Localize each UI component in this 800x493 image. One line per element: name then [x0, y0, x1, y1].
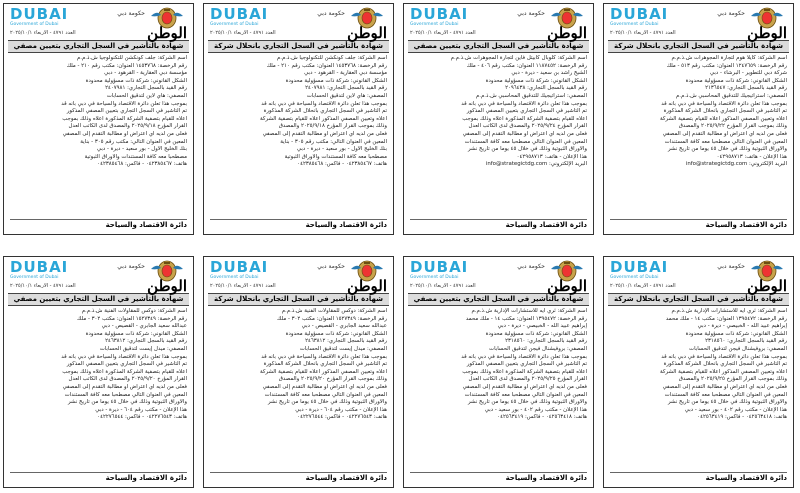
issue-line: العدد ٤٧٩١ - الاربعاء ٢٠٢٥/١٠/١: [210, 283, 276, 289]
notice-line: وذلك بموجب القرار المؤرخ ٢٠٢٥/٩/٢٥ والمصدق: [678, 376, 787, 383]
notice-line: هذا الإعلان - هاتف: ٠٤٢٩٥٨٧١٣: [716, 153, 787, 160]
notice-line: رقم الرخصة: ١٤٥٣٧٦٨ العنوان: مكتب رقم ٢١٠ - ملك: [266, 62, 387, 69]
notice-line: البريد الإلكتروني: info@strategictdg.com: [685, 161, 787, 168]
notice-line: اسم الشركة: جلف كونكشن للتكنولوجيا ش.ذ.م.م: [276, 55, 387, 61]
notice-body: [204, 306, 393, 422]
notice-line: اسم الشركة: كايلا هوم لتجارة المجوهرات ش.ذ.م.م: [671, 55, 787, 61]
notice-footer: دائرة الاقتصاد والسياحة: [610, 219, 787, 230]
notice-body: [404, 306, 593, 422]
notice-line: الشكل القانوني: شركة ذات مسؤولية محدودة: [485, 77, 587, 84]
notice-line: تم التأشير في السجل التجاري بانحلال الشركة المذكورة: [663, 108, 787, 115]
dubai-logo: DUBAI Government of Dubai: [210, 258, 269, 280]
issue-line: العدد ٤٧٩١ - الاربعاء ٢٠٢٥/١٠/١: [10, 283, 76, 289]
notice-line: الشكل القانوني: شركة ذات مسؤولية محدودة: [685, 330, 787, 337]
notice-title: شهادة بالتأشير في السجل التجاري بانحلال شركة: [608, 40, 789, 53]
issue-line: العدد ٤٧٩١ - الاربعاء ٢٠٢٥/١٠/١: [210, 30, 276, 36]
notice-line: والأوراق الثبوتية وذلك في خلال ٤٥ يوماً من تاريخ نشر: [67, 399, 187, 406]
notice-line: هاتف: ٠٤٢٣٨٥٤٦٧ - فاكس: ٠٤٢٣٨٥٤٦٨: [97, 161, 187, 168]
notice-card: [203, 3, 394, 235]
dubai-logo: DUBAI Government of Dubai: [410, 258, 469, 280]
notice-line: رقم الرخصة: ١٤٥٣٧٦٨ العنوان: مكتب رقم ٢١٠ - ملك: [66, 62, 187, 69]
notice-line: المصفي: بروفيشنال فيجن لتدقيق الحسابات: [689, 345, 787, 352]
newspaper-name: الوطن: [147, 277, 187, 295]
notice-line: بموجب هذا تعلن دائرة الاقتصاد والسياحة في دبي بأنه قد: [61, 100, 187, 107]
notice-header: [404, 257, 593, 293]
newspaper-name: الوطن: [547, 24, 587, 42]
notice-line: إبراهيم عبيد الله - الخبيصي - ديرة - دبي: [697, 323, 787, 330]
notice-line: هاتف: ٠٤٢٥٦٣٤١٨ - فاكس: ٠٤٢٥٦٣٤١٩: [497, 414, 587, 421]
notice-line: المعين في العنوان التالي مصطحباً معه كافة المستندات: [64, 391, 187, 398]
issue-line: العدد ٤٧٩١ - الاربعاء ٢٠٢٥/١٠/١: [10, 30, 76, 36]
notice-line: والأوراق الثبوتية وذلك في خلال ٤٥ يوماً من تاريخ نشر: [467, 399, 587, 406]
notice-line: تم التأشير في السجل التجاري بتعيين المصفي المذكور: [66, 108, 187, 115]
notice-line: أعلاه وتعيين المصفي المذكور أعلاه للقيام بتصفية الشركة: [260, 368, 387, 375]
notice-line: رقم القيد بالسجل التجاري: ٢٤٦٣٨١٢: [105, 338, 187, 345]
notice-body: [204, 53, 393, 169]
notice-line: الشكل القانوني: شركة ذات مسؤولية محدودة: [685, 77, 787, 84]
notice-line: رقم القيد بالسجل التجاري: ٢٠٩٦٤٣٨: [505, 85, 587, 92]
notice-line: فعلى من لديه أي اعتراض أو مطالبة التقدم إلى المصفي: [662, 130, 787, 137]
notice-card: [3, 256, 194, 488]
dubai-logo: DUBAI Government of Dubai: [610, 258, 669, 280]
dubai-logo: DUBAI Government of Dubai: [610, 5, 669, 27]
notice-line: الشكل القانوني: شركة ذات مسؤولية محدودة: [485, 330, 587, 337]
notice-title: شهادة بالتأشير في السجل التجاري بتعيين مصفي: [408, 293, 589, 306]
notice-header: [404, 4, 593, 40]
dubai-logo: DUBAI Government of Dubai: [10, 258, 69, 280]
issue-line: العدد ٤٧٩١ - الاربعاء ٢٠٢٥/١٠/١: [410, 30, 476, 36]
notice-line: بموجب هذا تعلن دائرة الاقتصاد والسياحة في دبي بأنه قد: [661, 100, 787, 107]
notice-title: شهادة بالتأشير في السجل التجاري بانحلال شركة: [208, 293, 389, 306]
notice-line: المعين في العنوان التالي مصطحباً معه كافة المستندات: [464, 391, 587, 398]
emblem-text: حكومة دبي: [717, 10, 745, 17]
notice-line: المعين في العنوان التالي مصطحباً معه كافة المستندات: [264, 391, 387, 398]
notice-card: [403, 256, 594, 488]
notice-line: هاتف: ٠٤٢٥٦٣٤١٨ - فاكس: ٠٤٢٥٦٣٤١٩: [697, 414, 787, 421]
notice-line: اسم الشركة: جلف كونكشن للتكنولوجيا ش.ذ.م.م: [76, 55, 187, 61]
notice-line: اسم الشركة: ثري ايه للاستشارات الإدارية ش.ذ.م.م: [471, 308, 587, 314]
notice-line: رقم الرخصة: ١٢٤٧٦٥٩ العنوان: مكتب رقم ٥١٣ - ملك: [666, 62, 787, 69]
notice-line: تم التأشير في السجل التجاري بانحلال الشركة المذكورة: [263, 361, 387, 368]
notice-line: هذا الإعلان - هاتف: ٠٤٢٩٥٨٧١٣: [516, 153, 587, 160]
notice-line: هذا الإعلان - مكتب رقم ٦٠٤ - ديرة - دبي: [295, 406, 387, 413]
notice-line: رقم القيد بالسجل التجاري: ٢٣١٨٥٦٠: [505, 338, 587, 345]
issue-line: العدد ٤٧٩١ - الاربعاء ٢٠٢٥/١٠/١: [610, 283, 676, 289]
notice-line: رقم القيد بالسجل التجاري: ٢٤٦٣٨١٢: [305, 338, 387, 345]
emblem-text: حكومة دبي: [317, 263, 345, 270]
notice-line: مصطحباً معه كافة المستندات والأوراق الثبوتية: [84, 153, 187, 160]
notice-line: المصفي: ميدل إيست لتدقيق الحسابات: [299, 345, 387, 352]
notice-body: [604, 306, 793, 422]
dubai-logo: DUBAI Government of Dubai: [210, 5, 269, 27]
notice-card: [3, 3, 194, 235]
notice-title: شهادة بالتأشير في السجل التجاري بتعيين مصفي: [8, 40, 189, 53]
notice-card: [603, 256, 794, 488]
notice-line: رقم القيد بالسجل التجاري: ٢٣١٨٥٦٠: [705, 338, 787, 345]
notice-body: [604, 53, 793, 169]
notice-line: القرار المؤرخ ٢٠٢٥/٩/١٨ والمصدق لدى الكاتب العدل: [68, 123, 187, 130]
notice-body: [4, 53, 193, 169]
notice-footer: دائرة الاقتصاد والسياحة: [10, 472, 187, 483]
notice-line: المعين في العنوان التالي مصطحباً معه كافة المستندات: [664, 391, 787, 398]
notice-line: رقم الرخصة: ١٥٢٧٣٤٩ العنوان: مكتب ٣٠٢ - ملك: [77, 315, 187, 322]
notice-header: [604, 257, 793, 293]
notice-line: رقم القيد بالسجل التجاري: ٢٤٠٧٩٨١: [105, 85, 187, 92]
notice-line: القرار المؤرخ ٢٠٢٥/٩/٢٥ والمصدق لدى الكاتب العدل: [468, 376, 587, 383]
notice-line: الشكل القانوني: شركة ذات مسؤولية محدودة: [285, 77, 387, 84]
notice-title: شهادة بالتأشير في السجل التجاري بانحلال شركة: [608, 293, 789, 306]
notice-card: [603, 3, 794, 235]
notice-line: مؤسسة دبي العقارية - القرهود - دبي: [304, 70, 387, 77]
notice-line: تم التأشير في السجل التجاري بتعيين المصفي المذكور: [466, 361, 587, 368]
notice-line: تم التأشير في السجل التجاري بتعيين المصفي المذكور: [466, 108, 587, 115]
notice-line: المعين في العنوان التالي مصطحباً معه كافة المستندات: [464, 138, 587, 145]
notice-line: المصفي: بروفيشنال فيجن لتدقيق الحسابات: [489, 345, 587, 352]
notice-line: هاتف: ٠٤٢٢٧٦٥٤٣ - فاكس: ٠٤٢٢٧٦٥٤٤: [297, 414, 387, 421]
notice-line: المعين في العنوان التالي: مكتب رقم ٣٠٥ - بناية: [280, 138, 387, 145]
notice-line: إبراهيم عبيد الله - الخبيصي - ديرة - دبي: [497, 323, 587, 330]
notice-line: المصفي: استراتيجيك للتدقيق المحاسبي ش.ذ.م.م: [675, 92, 787, 99]
notice-line: وذلك بموجب القرار المؤرخ ٢٠٢٥/٩/٢٠ والمصدق: [278, 376, 387, 383]
notice-line: رقم الرخصة: ١٣٩٥٤٧٢ العنوان: مكتب ١٤ - ملك محمد: [465, 315, 587, 322]
notice-header: [604, 4, 793, 40]
notice-line: وذلك بموجب القرار المؤرخ ٢٠٢٥/٩/١٨ والمصدق: [278, 123, 387, 130]
notice-header: [204, 4, 393, 40]
notice-body: [4, 306, 193, 422]
notice-line: والأوراق الثبوتية وذلك في خلال ٤٥ يوماً من تاريخ نشر: [467, 146, 587, 153]
notice-line: القرار المؤرخ ٢٠٢٥/٩/٢٠ والمصدق لدى الكاتب العدل: [68, 376, 187, 383]
notice-line: شركة دبي للتطوير - البرشاء - دبي: [709, 70, 787, 77]
emblem-text: حكومة دبي: [517, 10, 545, 17]
notice-header: [4, 4, 193, 40]
newspaper-name: الوطن: [747, 24, 787, 42]
newspaper-name: الوطن: [347, 24, 387, 42]
issue-line: العدد ٤٧٩١ - الاربعاء ٢٠٢٥/١٠/١: [410, 283, 476, 289]
notice-line: تم التأشير في السجل التجاري بانحلال الشركة المذكورة: [263, 108, 387, 115]
notice-header: [4, 257, 193, 293]
notice-line: عبدالله سعيد الجابري - القصيص - دبي: [101, 323, 187, 330]
notice-line: بنك الخليج الأول - بور سعيد - ديرة - دبي: [296, 146, 387, 153]
notice-header: [204, 257, 393, 293]
notice-line: الشكل القانوني: شركة ذات مسؤولية محدودة: [285, 330, 387, 337]
notice-line: هاتف: ٠٤٢٣٨٥٤٦٧ - فاكس: ٠٤٢٣٨٥٤٦٨: [297, 161, 387, 168]
emblem-text: حكومة دبي: [717, 263, 745, 270]
newspaper-name: الوطن: [147, 24, 187, 42]
notice-line: تم التأشير في السجل التجاري بتعيين المصفي المذكور: [66, 361, 187, 368]
notice-footer: دائرة الاقتصاد والسياحة: [410, 219, 587, 230]
notice-line: بموجب هذا تعلن دائرة الاقتصاد والسياحة في دبي بأنه قد: [461, 100, 587, 107]
notice-line: والأوراق الثبوتية وذلك في خلال ٤٥ يوماً من تاريخ نشر: [267, 399, 387, 406]
notice-line: مؤسسة دبي العقارية - القرهود - دبي: [104, 70, 187, 77]
notice-line: أعلاه وتعيين المصفي المذكور أعلاه للقيام بتصفية الشركة: [660, 115, 787, 122]
notice-line: الشكل القانوني: شركة ذات مسؤولية محدودة: [85, 330, 187, 337]
notice-line: اسم الشركة: كلوبال كابيتل فاين لتجارة المجوهرات ش.ذ.م.م: [450, 55, 587, 61]
notice-line: بموجب هذا تعلن دائرة الاقتصاد والسياحة في دبي بأنه قد: [261, 353, 387, 360]
notice-line: المصفي: ميدل إيست لتدقيق الحسابات: [99, 345, 187, 352]
notice-footer: دائرة الاقتصاد والسياحة: [610, 472, 787, 483]
notice-line: فعلى من لديه أي اعتراض أو مطالبة التقدم إلى المصفي: [662, 383, 787, 390]
notice-line: هذا الإعلان - مكتب رقم ٦٠٤ - ديرة - دبي: [95, 406, 187, 413]
notice-line: أعلاه وتعيين المصفي المذكور أعلاه للقيام بتصفية الشركة: [260, 115, 387, 122]
notice-footer: دائرة الاقتصاد والسياحة: [10, 219, 187, 230]
notice-footer: دائرة الاقتصاد والسياحة: [210, 219, 387, 230]
emblem-text: حكومة دبي: [517, 263, 545, 270]
emblem-text: حكومة دبي: [317, 10, 345, 17]
notice-line: فعلى من لديه أي اعتراض أو مطالبة التقدم إلى المصفي: [462, 130, 587, 137]
newspaper-name: الوطن: [347, 277, 387, 295]
notice-line: رقم الرخصة: ١١٨٧٤٥٢ العنوان: مكتب رقم ٤٠٦ - ملك: [466, 62, 587, 69]
notice-footer: دائرة الاقتصاد والسياحة: [410, 472, 587, 483]
notice-line: اسم الشركة: دوكس للمقاولات الفنية ش.ذ.م.م: [281, 308, 387, 314]
notice-line: المصفي: هاي لاين لتدقيق الحسابات: [106, 92, 187, 99]
newspaper-name: الوطن: [547, 277, 587, 295]
notice-line: اسم الشركة: ثري ايه للاستشارات الإدارية ش.ذ.م.م: [671, 308, 787, 314]
notice-line: اسم الشركة: دوكس للمقاولات الفنية ش.ذ.م.م: [81, 308, 187, 314]
notice-title: شهادة بالتأشير في السجل التجاري بانحلال شركة: [208, 40, 389, 53]
dubai-logo: DUBAI Government of Dubai: [410, 5, 469, 27]
notice-card: [203, 256, 394, 488]
notice-title: شهادة بالتأشير في السجل التجاري بتعيين مصفي: [408, 40, 589, 53]
notice-line: أعلاه للقيام بتصفية الشركة المذكورة أعلاه وذلك بموجب: [62, 115, 187, 122]
dubai-logo: DUBAI Government of Dubai: [10, 5, 69, 27]
notice-line: والأوراق الثبوتية وذلك في خلال ٤٥ يوماً من تاريخ نشر: [667, 146, 787, 153]
notice-line: رقم الرخصة: ١٥٢٧٣٤٩ العنوان: مكتب ٣٠٢ - ملك: [277, 315, 387, 322]
notice-line: أعلاه للقيام بتصفية الشركة المذكورة أعلاه وذلك بموجب: [62, 368, 187, 375]
notice-line: بموجب هذا تعلن دائرة الاقتصاد والسياحة في دبي بأنه قد: [61, 353, 187, 360]
notice-line: هاتف: ٠٤٢٢٧٦٥٤٣ - فاكس: ٠٤٢٢٧٦٥٤٤: [97, 414, 187, 421]
notice-line: المصفي: هاي لاين لتدقيق الحسابات: [306, 92, 387, 99]
notice-line: المعين في العنوان التالي: مكتب رقم ٣٠٥ - بناية: [80, 138, 187, 145]
notice-line: فعلى من لديه أي اعتراض أو مطالبة التقدم إلى المصفي: [62, 130, 187, 137]
emblem-text: حكومة دبي: [117, 10, 145, 17]
issue-line: العدد ٤٧٩١ - الاربعاء ٢٠٢٥/١٠/١: [610, 30, 676, 36]
notice-card: [403, 3, 594, 235]
notice-line: المعين في العنوان التالي مصطحباً معه كافة المستندات: [664, 138, 787, 145]
notice-line: فعلى من لديه أي اعتراض أو مطالبة التقدم إلى المصفي: [262, 130, 387, 137]
notice-line: والأوراق الثبوتية وذلك في خلال ٤٥ يوماً من تاريخ نشر: [667, 399, 787, 406]
notice-line: البريد الإلكتروني: info@strategictdg.com: [485, 161, 587, 168]
newspaper-name: الوطن: [747, 277, 787, 295]
notice-line: القرار المؤرخ ٢٠٢٥/٩/٢٤ والمصدق لدى الكاتب العدل: [468, 123, 587, 130]
notice-line: رقم القيد بالسجل التجاري: ٢٤٠٧٩٨١: [305, 85, 387, 92]
notice-line: هذا الإعلان - مكتب رقم ٤٠٢ - بور سعيد - دبي: [684, 406, 787, 413]
notice-line: مصطحباً معه كافة المستندات والأوراق الثبوتية: [284, 153, 387, 160]
notice-line: هذا الإعلان - مكتب رقم ٤٠٢ - بور سعيد - دبي: [484, 406, 587, 413]
notice-line: الشكل القانوني: شركة ذات مسؤولية محدودة: [85, 77, 187, 84]
notice-line: فعلى من لديه أي اعتراض أو مطالبة التقدم إلى المصفي: [462, 383, 587, 390]
emblem-text: حكومة دبي: [117, 263, 145, 270]
notice-footer: دائرة الاقتصاد والسياحة: [210, 472, 387, 483]
notice-line: بموجب هذا تعلن دائرة الاقتصاد والسياحة في دبي بأنه قد: [461, 353, 587, 360]
notice-line: عبدالله سعيد الجابري - القصيص - دبي: [301, 323, 387, 330]
notice-title: شهادة بالتأشير في السجل التجاري بتعيين مصفي: [8, 293, 189, 306]
notice-line: بموجب هذا تعلن دائرة الاقتصاد والسياحة في دبي بأنه قد: [261, 100, 387, 107]
notice-line: المصفي: استراتيجيك للتدقيق المحاسبي ش.ذ.م.م: [475, 92, 587, 99]
notice-line: بموجب هذا تعلن دائرة الاقتصاد والسياحة في دبي بأنه قد: [661, 353, 787, 360]
notice-body: [404, 53, 593, 169]
notice-line: أعلاه للقيام بتصفية الشركة المذكورة أعلاه وذلك بموجب: [462, 368, 587, 375]
notice-line: بنك الخليج الأول - بور سعيد - ديرة - دبي: [96, 146, 187, 153]
notice-line: أعلاه للقيام بتصفية الشركة المذكورة أعلاه وذلك بموجب: [462, 115, 587, 122]
notice-line: رقم القيد بالسجل التجاري: ٢١٣٦٥٤٧: [705, 85, 787, 92]
notice-line: رقم الرخصة: ١٣٩٥٤٧٢ العنوان: مكتب ١٤ - ملك محمد: [665, 315, 787, 322]
notice-line: فعلى من لديه أي اعتراض أو مطالبة التقدم إلى المصفي: [62, 383, 187, 390]
notice-line: فعلى من لديه أي اعتراض أو مطالبة التقدم إلى المصفي: [262, 383, 387, 390]
notice-line: تم التأشير في السجل التجاري بانحلال الشركة المذكورة: [663, 361, 787, 368]
notice-line: أعلاه وتعيين المصفي المذكور أعلاه للقيام بتصفية الشركة: [660, 368, 787, 375]
notice-line: الشيخ راشد بن سعيد - ديرة - دبي: [511, 70, 587, 77]
notice-line: وذلك بموجب القرار المؤرخ ٢٠٢٥/٩/٢٢ والمصدق: [678, 123, 787, 130]
